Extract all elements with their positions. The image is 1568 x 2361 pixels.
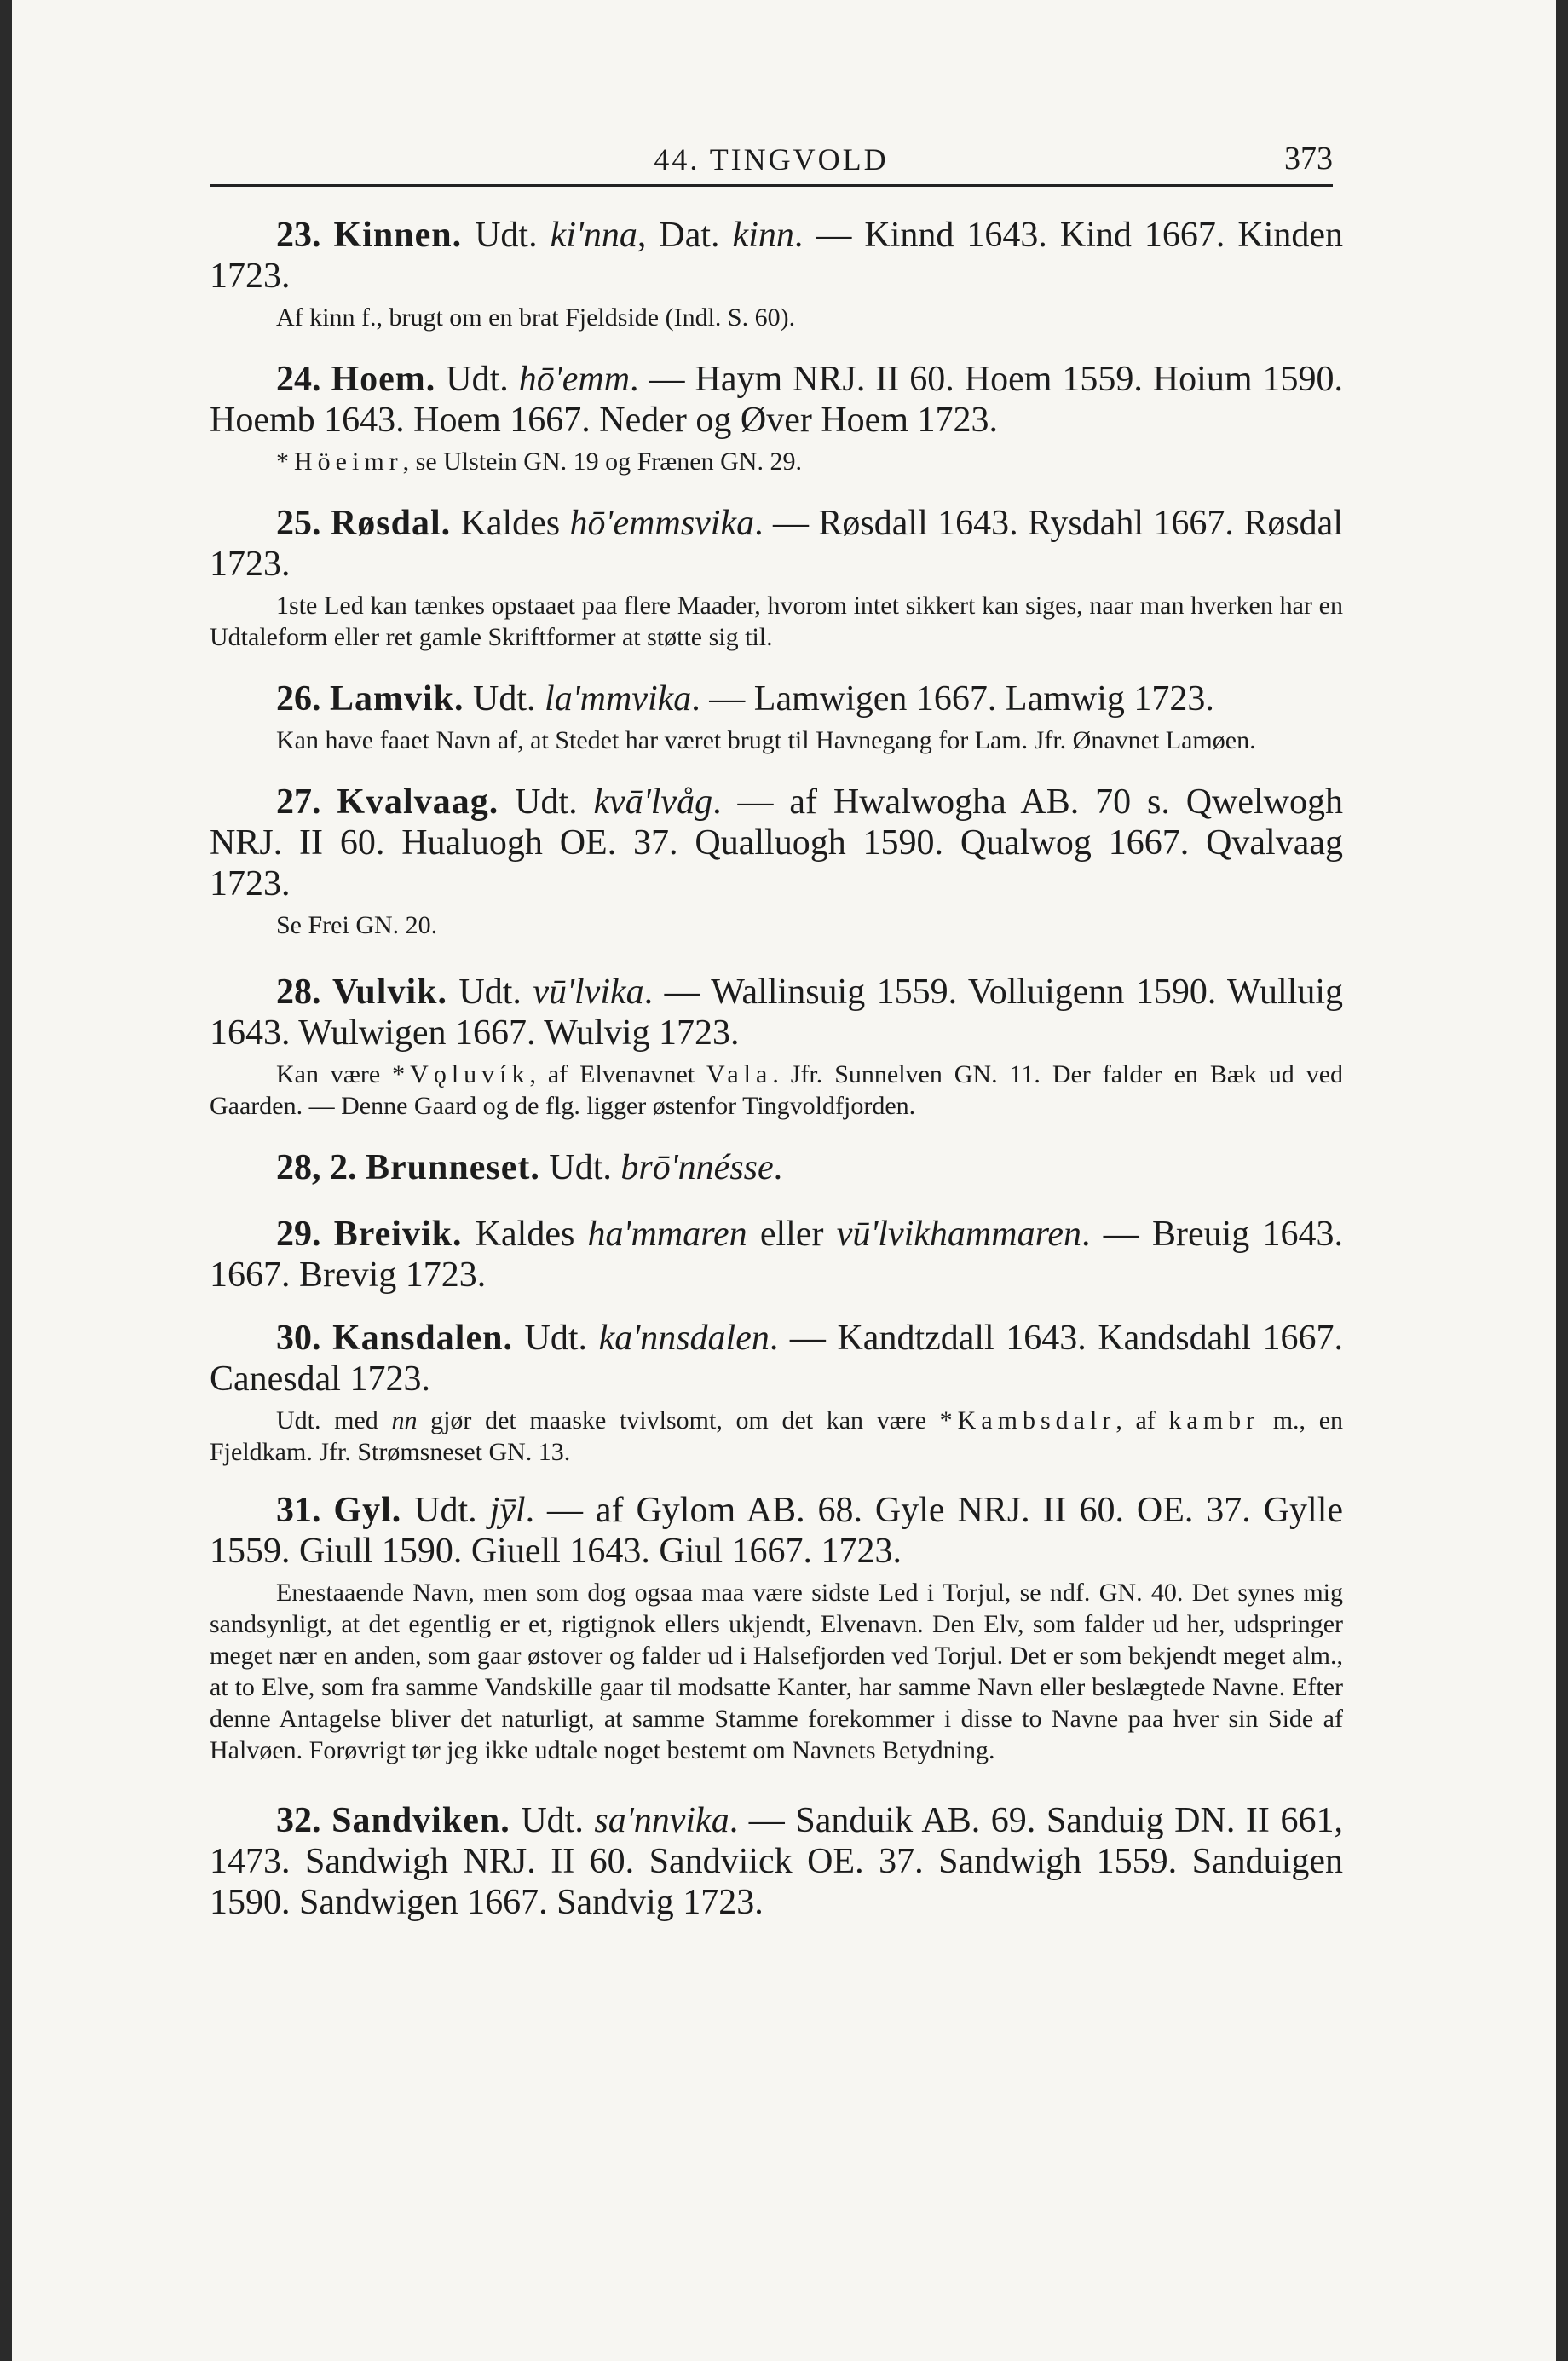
entry-30: 30. Kansdalen. Udt. ka'nnsdalen. — Kandtzdall 1643. Kandsdahl 1667. Canesdal 1723. Udt. med nn gjør det maaske tvivlsomt, om det kan være *Kambsdalr, af kambr m., en Fjeldkam. Jfr. Strømsneset GN. 13. [210, 1319, 1344, 1466]
entry-24: 24. Hoem. Udt. hō'emm. — Haym NRJ. II 60. Hoem 1559. Hoium 1590. Hoemb 1643. Hoem 1667. Neder og Øver Hoem 1723. *Höeimr, se Ulstein GN. 19 og Frænen GN. 29. [210, 360, 1343, 476]
entry-number: 26. [276, 679, 321, 719]
entry-name: Gyl. [333, 1491, 402, 1530]
pronunciation: kinn [732, 216, 794, 255]
entry-name: Vulvik. [331, 973, 447, 1012]
entry-number: 28, 2. [276, 1148, 357, 1187]
entry-note: Udt. med nn gjør det maaske tvivlsomt, om det kan være *Kambsdalr, af kambr m., en Fjeldkam. Jfr. Strømsneset GN. 13. [210, 1406, 1344, 1466]
entry-number: 31. [276, 1491, 321, 1530]
page-header [210, 136, 1333, 187]
pronunciation: hō'emmsvika [569, 504, 755, 543]
entry-number: 32. [276, 1801, 321, 1840]
entry-note: Enestaaende Navn, men som dog ogsaa maa være sidste Led i Torjul, se ndf. GN. 40. Det synes mig sandsynligt, at det egentlig er et, rigtignok ellers ukjendt, Elvenavn. Den Elv, som falder ud her, udspringer meget nær en anden, som gaar østover og falder ud i Halsefjorden ved Torjul. Det er som bekjendt meget alm., at to Elve, som fra samme Vandskille gaar til modsatte Kanter, har samme Navn eller beslægtede Navne. Efter denne Antagelse bliver det naturligt, at samme Stamme forekommer i disse to Navne paa hver sin Side af Halvøen. Forøvrigt tør jeg ikke udtale noget bestemt om Navnets Betydning. [210, 1579, 1343, 1764]
entry-number: 23. [276, 216, 321, 255]
pronunciation: ha'mmaren [587, 1215, 747, 1254]
entry-name: Røsdal. [330, 504, 452, 543]
entry-number: 30. [276, 1319, 321, 1358]
entry-26: 26. Lamvik. Udt. la'mmvika. — Lamwigen 1667. Lamwig 1723. Kan have faaet Navn af, at Stedet har været brugt til Havnegang for Lam. Jfr. Ønavnet Lamøen. [210, 678, 1343, 756]
pronunciation: kvā'lvåg [593, 782, 713, 822]
running-head: 44. TINGVOLD [654, 142, 889, 176]
pronunciation: vū'lvika [533, 973, 644, 1012]
entry-name: Brunneset. [366, 1148, 540, 1187]
entry-number: 28. [276, 973, 321, 1012]
entry-note: Se Frei GN. 20. [276, 911, 438, 939]
pronunciation: sa'nnvika [594, 1801, 729, 1840]
entry-name: Kansdalen. [332, 1319, 513, 1358]
entry-name: Sandviken. [331, 1801, 510, 1840]
entry-name: Kvalvaag. [337, 782, 499, 822]
book-page [12, 0, 1556, 2361]
entry-25: 25. Røsdal. Kaldes hō'emmsvika. — Røsdall 1643. Rysdahl 1667. Røsdal 1723. 1ste Led kan tænkes opstaaet paa flere Maader, hvorom intet sikkert kan siges, naar man hverken har en Udtaleform eller ret gamle Skriftformer at støtte sig til. [210, 504, 1343, 651]
entry-number: 29. [276, 1215, 321, 1254]
entry-name: Lamvik. [330, 679, 464, 719]
entry-32: 32. Sandviken. Udt. sa'nnvika. — Sanduik AB. 69. Sanduig DN. II 661, 1473. Sandwigh NRJ. II 60. Sandviick OE. 37. Sandwigh 1559. Sanduigen 1590. Sandwigen 1667. Sandvig 1723. [210, 1801, 1344, 1922]
entry-28-2: 28, 2. Brunneset. Udt. brō'nnésse. [276, 1148, 783, 1187]
pronunciation: jȳl [489, 1491, 526, 1530]
page-number: 373 [1284, 141, 1333, 176]
entry-29: 29. Breivik. Kaldes ha'mmaren eller vū'lvikhammaren. — Breuig 1643. 1667. Brevig 1723. [210, 1215, 1344, 1295]
pronunciation: la'mmvika [545, 679, 692, 719]
entry-note: Kan have faaet Navn af, at Stedet har været brugt til Havnegang for Lam. Jfr. Ønavnet Lamøen. [276, 726, 1256, 754]
pronunciation: ka'nnsdalen [598, 1319, 770, 1358]
entry-number: 27. [276, 782, 321, 822]
pronunciation: ki'nna [550, 216, 637, 255]
entry-number: 25. [276, 504, 321, 543]
entry-name: Hoem. [331, 360, 436, 399]
pronunciation: brō'nnésse [620, 1148, 774, 1187]
entry-name: Breivik. [333, 1215, 463, 1254]
page-body [210, 215, 1343, 1923]
entry-note: *Höeimr, se Ulstein GN. 19 og Frænen GN. 29. [276, 447, 802, 476]
pronunciation: vū'lvikhammaren [836, 1215, 1082, 1254]
entry-name: Kinnen. [333, 216, 463, 255]
pronunciation: hō'emm [518, 360, 631, 399]
entry-note: Kan være *Vǫluvík, af Elvenavnet Vala. Jfr. Sunnelven GN. 11. Der falder en Bæk ud ved Gaarden. — Denne Gaard og de flg. ligger østenfor Tingvoldfjorden. [210, 1060, 1344, 1120]
entry-23: 23. Kinnen. Udt. ki'nna, Dat. kinn. — Kinnd 1643. Kind 1667. Kinden 1723. Af kinn f., brugt om en brat Fjeldside (Indl. S. 60). [210, 216, 1344, 332]
entry-28: 28. Vulvik. Udt. vū'lvika. — Wallinsuig 1559. Volluigenn 1590. Wulluig 1643. Wulwigen 1667. Wulvig 1723. Kan være *Vǫluvík, af Elvenavnet Vala. Jfr. Sunnelven GN. 11. Der falder en Bæk ud ved Gaarden. — Denne Gaard og de flg. ligger østenfor Tingvoldfjorden. [210, 973, 1344, 1120]
entry-note: Af kinn f., brugt om en brat Fjeldside (Indl. S. 60). [276, 303, 796, 332]
entry-27: 27. Kvalvaag. Udt. kvā'lvåg. — af Hwalwogha AB. 70 s. Qwelwogh NRJ. II 60. Hualuogh OE. 37. Qualluogh 1590. Qualwog 1667. Qvalvaag 1723. Se Frei GN. 20. [210, 782, 1344, 939]
entry-31: 31. Gyl. Udt. jȳl. — af Gylom AB. 68. Gyle NRJ. II 60. OE. 37. Gylle 1559. Giull 1590. Giuell 1643. Giul 1667. 1723. Enestaaende Navn, men som dog ogsaa maa være sidste Led i Torjul, se ndf. GN. 40. Det synes mig sandsynligt, at det egentlig er et, rigtignok ellers ukjendt, Elvenavn. Den Elv, som falder ud her, udspringer meget nær en anden, som gaar østover og falder ud i Halsefjorden ved Torjul. Det er som bekjendt meget alm., at to Elve, som fra samme Vandskille gaar til modsatte Kanter, har samme Navn eller beslægtede Navne. Efter denne Antagelse bliver det naturligt, at samme Stamme forekommer i disse to Navne paa hver sin Side af Halvøen. Forøvrigt tør jeg ikke udtale noget bestemt om Navnets Betydning. [210, 1491, 1344, 1764]
entry-note: 1ste Led kan tænkes opstaaet paa flere Maader, hvorom intet sikkert kan siges, naar man hverken har en Udtaleform eller ret gamle Skriftformer at støtte sig til. [210, 592, 1343, 651]
entry-number: 24. [276, 360, 321, 399]
